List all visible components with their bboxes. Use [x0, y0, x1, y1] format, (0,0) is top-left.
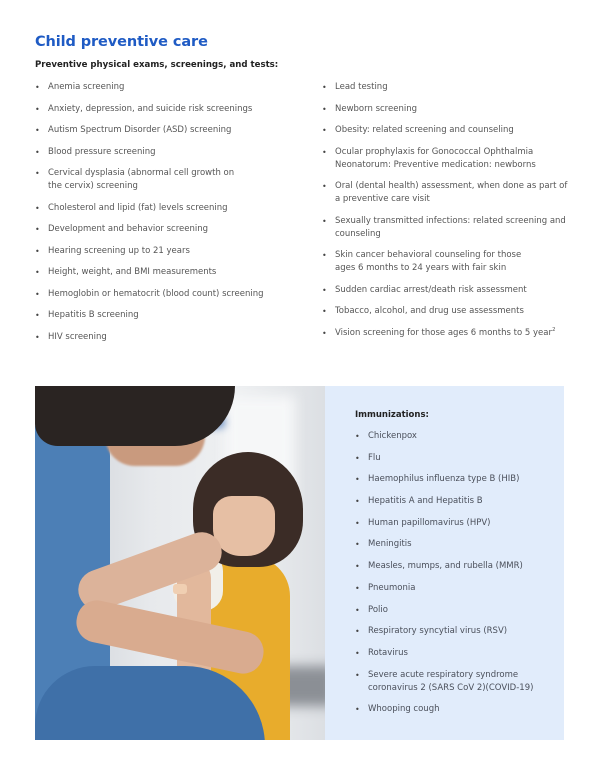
- bullet-icon: •: [355, 670, 360, 680]
- bullet-icon: •: [35, 126, 40, 135]
- list-item: • Hemoglobin or hematocrit (blood count) screening: [35, 288, 264, 299]
- list-item: • Oral (dental health) assessment, when done as part of a preventive care visit: [322, 181, 568, 204]
- bullet-icon: •: [355, 475, 360, 485]
- list-item: • HIV screening: [35, 331, 107, 342]
- page-title: Child preventive care: [35, 34, 208, 50]
- list-item: • Sexually transmitted infections: related screening and counseling: [322, 215, 566, 239]
- bullet-icon: •: [35, 246, 40, 256]
- list-item: • Autism Spectrum Disorder (ASD) screening: [35, 125, 232, 135]
- list-item: • Anxiety, depression, and suicide risk screenings: [35, 103, 253, 114]
- bullet-icon: •: [322, 216, 327, 226]
- list-item: • Respiratory syncytial virus (RSV): [355, 626, 508, 637]
- list-item: • Height, weight, and BMI measurements: [35, 267, 217, 277]
- bullet-icon: •: [355, 432, 360, 441]
- list-item: • Polio: [355, 604, 388, 615]
- list-item: • Severe acute respiratory syndrome coronavirus 2 (SARS CoV 2)(COVID-19): [355, 669, 534, 693]
- list-item: • Skin cancer behavioral counseling for those ages 6 months to 24 years with fair skin: [322, 250, 522, 273]
- bullet-icon: •: [35, 169, 40, 178]
- bullet-icon: •: [35, 289, 40, 299]
- bullet-icon: •: [322, 182, 327, 191]
- bullet-icon: •: [322, 328, 327, 338]
- screenings-list-right: [322, 81, 572, 348]
- list-item: • Hepatitis B screening: [35, 310, 139, 320]
- bullet-icon: •: [355, 562, 360, 572]
- bullet-icon: •: [322, 285, 327, 295]
- bullet-icon: •: [355, 540, 360, 550]
- list-item: • Hearing screening up to 21 years: [35, 245, 190, 256]
- list-item: • Pneumonia: [355, 582, 416, 593]
- list-item: • Cholesterol and lipid (fat) levels screening: [35, 202, 228, 213]
- immunizations-panel: [325, 386, 564, 740]
- bullet-icon: •: [35, 332, 40, 342]
- list-item: • Hepatitis A and Hepatitis B: [355, 496, 483, 507]
- bullet-icon: •: [322, 83, 327, 92]
- child-face: [213, 496, 275, 556]
- bullet-icon: •: [355, 583, 360, 593]
- bullet-icon: •: [35, 225, 40, 234]
- list-item: • Whooping cough: [355, 704, 440, 715]
- nurse-child-photo: [35, 386, 325, 740]
- list-item: • Haemophilus influenza type B (HIB): [355, 474, 520, 485]
- nurse-hair: [35, 386, 235, 446]
- list-item: • Tobacco, alcohol, and drug use assessments: [322, 306, 524, 316]
- bullet-icon: •: [355, 605, 360, 615]
- bullet-icon: •: [355, 627, 360, 637]
- list-item: • Vision screening for those ages 6 months to 5 year$^2$: [322, 326, 556, 338]
- bullet-icon: •: [355, 453, 360, 463]
- list-item: • Flu: [355, 452, 381, 463]
- section-subtitle: Preventive physical exams, screenings, and tests:: [35, 60, 279, 70]
- bullet-icon: •: [35, 268, 40, 277]
- list-item: • Human papillomavirus (HPV): [355, 517, 491, 528]
- bullet-icon: •: [35, 104, 40, 114]
- list-item: • Lead testing: [322, 82, 388, 92]
- bullet-icon: •: [322, 126, 327, 135]
- bullet-icon: •: [322, 104, 327, 114]
- bullet-icon: •: [35, 147, 40, 157]
- bullet-icon: •: [35, 203, 40, 213]
- bullet-icon: •: [35, 311, 40, 320]
- bullet-icon: •: [35, 83, 40, 92]
- list-item: • Anemia screening: [35, 82, 125, 92]
- list-item: • Ocular prophylaxis for Gonococcal Ophthalmia Neonatorum: Preventive medication: newborns: [322, 146, 536, 170]
- bullet-icon: •: [355, 518, 360, 528]
- list-item: • Development and behavior screening: [35, 224, 209, 234]
- footnote-marker: 2: [551, 326, 556, 333]
- list-item: • Rotavirus: [355, 647, 408, 658]
- bullet-icon: •: [355, 497, 360, 507]
- immunizations-title: Immunizations:: [355, 410, 429, 420]
- bullet-icon: •: [355, 648, 360, 658]
- bullet-icon: •: [355, 705, 360, 715]
- list-item: • Chickenpox: [355, 431, 417, 441]
- list-item: • Blood pressure screening: [35, 146, 156, 157]
- bullet-icon: •: [322, 147, 327, 157]
- bullet-icon: •: [322, 251, 327, 260]
- screenings-list-left: [35, 81, 305, 352]
- list-item: • Newborn screening: [322, 103, 417, 114]
- list-item: • Obesity: related screening and counseling: [322, 125, 514, 135]
- bullet-icon: •: [322, 307, 327, 316]
- list-item: • Sudden cardiac arrest/death risk assessment: [322, 284, 527, 295]
- list-item: • Cervical dysplasia (abnormal cell growth on the cervix) screening: [35, 168, 235, 191]
- list-item: • Measles, mumps, and rubella (MMR): [355, 561, 523, 572]
- bandage-icon: [173, 584, 187, 594]
- immunizations-list: [355, 430, 555, 725]
- list-item: • Meningitis: [355, 539, 412, 550]
